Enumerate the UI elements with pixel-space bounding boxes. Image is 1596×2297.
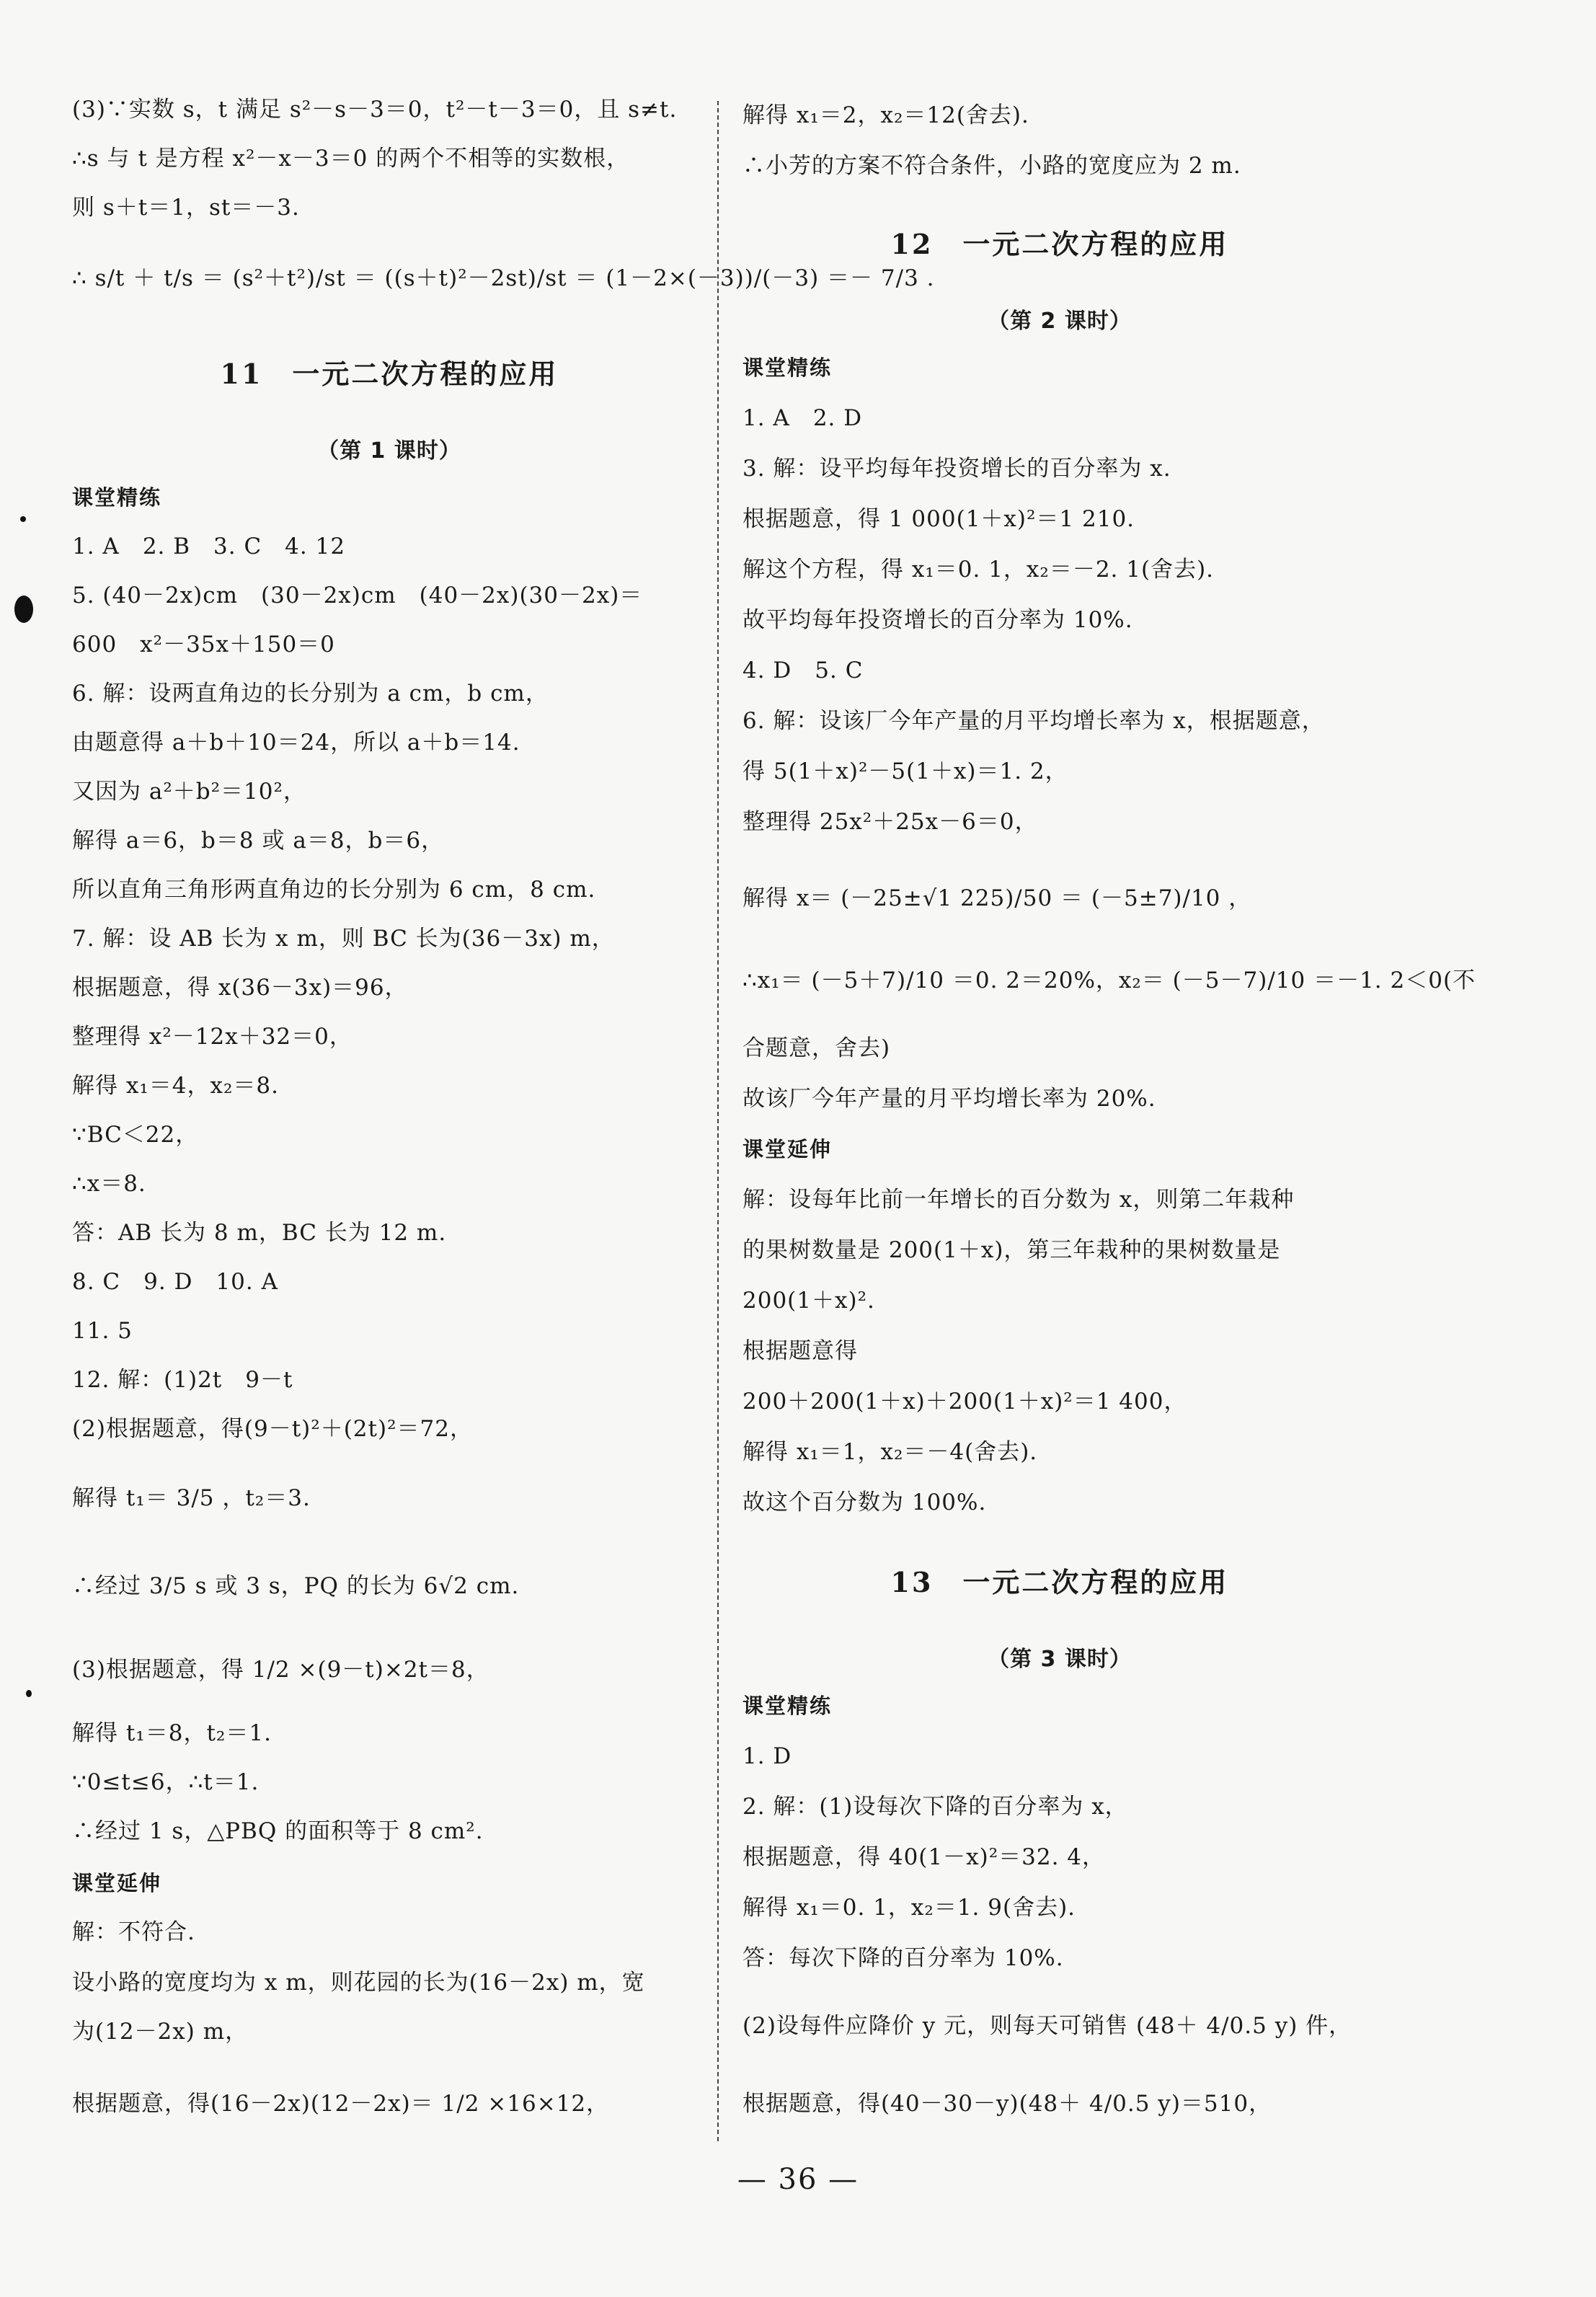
section-label: 课堂精练 — [742, 1694, 833, 1718]
text-line: 解得 x₁＝1，x₂＝－4(舍去). — [742, 1439, 1038, 1465]
section-label: 课堂精练 — [72, 485, 162, 510]
page-number: — 36 — — [737, 2163, 859, 2196]
text-line: ∵0≤t≤6，∴t＝1. — [72, 1769, 260, 1795]
text-line: 1. A 2. B 3. C 4. 12 — [72, 534, 346, 559]
text-line: 整理得 25x²＋25x－6＝0， — [742, 809, 1038, 835]
text-line: 1. D — [742, 1743, 792, 1769]
section-label: 课堂延伸 — [72, 1871, 162, 1895]
text-line: 故平均每年投资增长的百分率为 10%. — [742, 607, 1133, 633]
text-line: 根据题意，得 40(1－x)²＝32. 4， — [742, 1844, 1105, 1870]
scan-mark — [26, 1690, 32, 1697]
text-line: (3)∵实数 s，t 满足 s²－s－3＝0，t²－t－3＝0，且 s≠t. — [72, 97, 678, 123]
text-line: ∴s 与 t 是方程 x²－x－3＝0 的两个不相等的实数根， — [72, 146, 630, 172]
text-line: (2)设每件应降价 y 元，则每天可销售 (48＋ 4/0.5 y) 件， — [742, 2013, 1352, 2039]
text-line: (2)根据题意，得(9－t)²＋(2t)²＝72， — [72, 1416, 473, 1442]
text-line: 根据题意得 — [742, 1338, 858, 1364]
section-heading: 12 一元二次方程的应用 — [890, 228, 1229, 260]
text-line: 5. (40－2x)cm (30－2x)cm (40－2x)(30－2x)＝ — [72, 583, 643, 608]
text-line: ∴小芳的方案不符合条件，小路的宽度应为 2 m. — [742, 153, 1241, 179]
text-line: 解得 x₁＝0. 1，x₂＝1. 9(舍去). — [742, 1895, 1076, 1921]
text-line: 则 s＋t＝1，st＝－3. — [72, 195, 300, 221]
text-line: 解得 t₁＝8，t₂＝1. — [72, 1720, 272, 1746]
text-line: 3. 解：设平均每年投资增长的百分率为 x. — [742, 456, 1171, 482]
scan-mark — [14, 596, 33, 623]
text-line: 为(12－2x) m， — [72, 2019, 249, 2045]
text-line: 7. 解：设 AB 长为 x m，则 BC 长为(36－3x) m， — [72, 926, 615, 952]
text-line: 合题意，舍去) — [742, 1035, 891, 1061]
section-heading: 13 一元二次方程的应用 — [890, 1566, 1229, 1598]
text-line: (3)根据题意，得 1/2 ×(9－t)×2t＝8， — [72, 1657, 489, 1683]
text-line: 根据题意，得(16－2x)(12－2x)＝ 1/2 ×16×12， — [72, 2091, 610, 2117]
text-line: 解得 x＝ (－25±√1 225)/50 ＝ (－5±7)/10 ， — [742, 885, 1252, 911]
text-line: 4. D 5. C — [742, 658, 864, 683]
text-line: 解这个方程，得 x₁＝0. 1，x₂＝－2. 1(舍去). — [742, 557, 1215, 583]
text-line: 2. 解：(1)设每次下降的百分率为 x， — [742, 1794, 1128, 1820]
text-line: ∴x＝8. — [72, 1171, 146, 1197]
text-line: 所以直角三角形两直角边的长分别为 6 cm，8 cm. — [72, 877, 596, 903]
text-line: 故这个百分数为 100%. — [742, 1490, 987, 1515]
text-line: 解得 a＝6，b＝8 或 a＝8，b＝6， — [72, 828, 445, 854]
text-line: 600 x²－35x＋150＝0 — [72, 632, 335, 658]
text-line: 1. A 2. D — [742, 405, 863, 431]
section-label: 课堂延伸 — [742, 1137, 833, 1161]
text-line: ∵BC＜22， — [72, 1122, 199, 1148]
text-line: 根据题意，得 1 000(1＋x)²＝1 210. — [742, 506, 1135, 532]
text-line: 根据题意，得 x(36－3x)＝96， — [72, 975, 408, 1001]
text-line: 答：AB 长为 8 m，BC 长为 12 m. — [72, 1220, 447, 1246]
lesson-subtitle: （第 2 课时） — [988, 309, 1132, 334]
text-line: 解：设每年比前一年增长的百分数为 x，则第二年栽种 — [742, 1187, 1295, 1213]
text-line: 8. C 9. D 10. A — [72, 1269, 278, 1295]
text-line: 答：每次下降的百分率为 10%. — [742, 1945, 1064, 1971]
text-line: ∴ s/t ＋ t/s ＝ (s²＋t²)/st ＝ ((s＋t)²－2st)/st ＝ (1－2×(－3))/(－3) ＝－ 7/3 . — [72, 265, 935, 291]
text-line: 解：不符合. — [72, 1919, 195, 1945]
text-line: 解得 t₁＝ 3/5 ，t₂＝3. — [72, 1485, 311, 1511]
text-line: 6. 解：设该厂今年产量的月平均增长率为 x，根据题意， — [742, 708, 1325, 734]
lesson-subtitle: （第 3 课时） — [988, 1647, 1132, 1672]
section-label: 课堂精练 — [742, 355, 833, 380]
text-line: 6. 解：设两直角边的长分别为 a cm，b cm， — [72, 681, 549, 707]
text-line: 设小路的宽度均为 x m，则花园的长为(16－2x) m，宽 — [72, 1970, 645, 1996]
scan-mark — [20, 516, 26, 522]
text-line: 12. 解：(1)2t 9－t — [72, 1367, 293, 1393]
text-line: 200＋200(1＋x)＋200(1＋x)²＝1 400， — [742, 1389, 1187, 1415]
text-line: 得 5(1＋x)²－5(1＋x)＝1. 2， — [742, 758, 1068, 784]
text-line: 又因为 a²＋b²＝10²， — [72, 779, 306, 805]
text-line: ∴经过 3/5 s 或 3 s，PQ 的长为 6√2 cm. — [72, 1573, 520, 1599]
column-divider — [717, 101, 719, 2141]
lesson-subtitle: （第 1 课时） — [317, 438, 461, 464]
text-line: 200(1＋x)². — [742, 1288, 875, 1314]
text-line: 整理得 x²－12x＋32＝0， — [72, 1024, 353, 1050]
text-line: 11. 5 — [72, 1318, 133, 1344]
text-line: 解得 x₁＝4，x₂＝8. — [72, 1073, 279, 1099]
text-line: 解得 x₁＝2，x₂＝12(舍去). — [742, 102, 1029, 128]
text-line: ∴x₁＝ (－5＋7)/10 ＝0. 2＝20%，x₂＝ (－5－7)/10 ＝－1. 2＜0(不 — [742, 968, 1476, 993]
text-line: 故该厂今年产量的月平均增长率为 20%. — [742, 1086, 1156, 1112]
text-line: 的果树数量是 200(1＋x)，第三年栽种的果树数量是 — [742, 1237, 1281, 1263]
text-line: 根据题意，得(40－30－y)(48＋ 4/0.5 y)＝510， — [742, 2091, 1272, 2117]
text-line: 由题意得 a＋b＋10＝24，所以 a＋b＝14. — [72, 730, 520, 756]
section-heading: 11 一元二次方程的应用 — [220, 358, 559, 390]
text-line: ∴经过 1 s，△PBQ 的面积等于 8 cm². — [72, 1818, 484, 1844]
